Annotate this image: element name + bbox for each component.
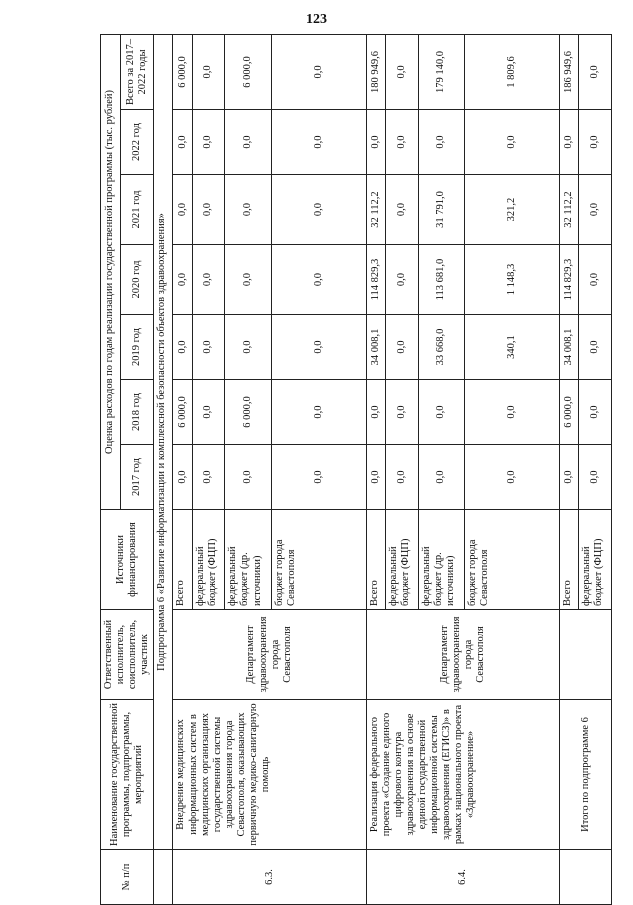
value-cell: 0,0 <box>271 315 366 380</box>
value-cell: 0,0 <box>385 245 418 315</box>
col-executor-header: Ответственный исполнитель, соисполнитель, участник <box>101 610 154 700</box>
value-cell: 0,0 <box>579 245 612 315</box>
total-cell: 1 809,6 <box>465 34 560 109</box>
item-name: Реализация федерального проекта «Создание единого цифрового контура здравоохранения на основе единой государственной информационной системы здравоохранения (ЕГИСЗ)» в рамках национального проекта «Здравоохранение» <box>366 700 559 850</box>
item-number: 6.3. <box>173 850 366 905</box>
item-number <box>560 850 612 905</box>
year-header: 2021 год <box>120 175 154 245</box>
value-cell: 0,0 <box>271 245 366 315</box>
value-cell: 0,0 <box>271 110 366 175</box>
source-cell: федеральный бюджет (ФЦП) <box>192 510 225 610</box>
year-header: 2022 год <box>120 110 154 175</box>
col-num-header: № п/п <box>101 850 154 905</box>
total-cell: 0,0 <box>192 34 225 109</box>
value-cell: 0,0 <box>192 315 225 380</box>
value-cell: 31 791,0 <box>418 175 464 245</box>
table-row <box>173 34 192 904</box>
item-executor <box>560 610 612 700</box>
value-cell: 0,0 <box>366 380 385 445</box>
total-name: Итого по подпрограмме 6 <box>560 700 612 850</box>
value-cell: 0,0 <box>385 380 418 445</box>
header-row-1 <box>101 34 121 904</box>
value-cell: 32 112,2 <box>560 175 579 245</box>
value-cell: 6 000,0 <box>560 380 579 445</box>
subprogram-title: Подпрограмма 6 «Развитие информатизации и комплексной безопасности объектов здравоохранения» <box>154 34 173 849</box>
value-cell: 0,0 <box>192 110 225 175</box>
col-estimate-header: Оценка расходов по годам реализации государственной программы (тыс. рублей) <box>101 34 121 509</box>
source-cell: федеральный бюджет (др. источники) <box>418 510 464 610</box>
item-number: 6.4. <box>366 850 559 905</box>
value-cell: 0,0 <box>579 110 612 175</box>
subprogram-num-cell <box>154 850 173 905</box>
table-row <box>366 34 385 904</box>
value-cell: 0,0 <box>465 110 560 175</box>
value-cell: 0,0 <box>271 445 366 510</box>
rotated-table-sheet <box>100 35 605 905</box>
value-cell: 0,0 <box>418 445 464 510</box>
year-header: 2019 год <box>120 315 154 380</box>
source-cell: федеральный бюджет (др. источники) <box>225 510 271 610</box>
value-cell: 0,0 <box>385 175 418 245</box>
value-cell: 0,0 <box>271 175 366 245</box>
source-cell: бюджет города Севастополя <box>271 510 366 610</box>
table-row <box>560 34 579 904</box>
value-cell: 0,0 <box>225 445 271 510</box>
value-cell: 0,0 <box>225 245 271 315</box>
value-cell: 0,0 <box>173 445 192 510</box>
year-header: 2018 год <box>120 380 154 445</box>
value-cell: 0,0 <box>366 110 385 175</box>
total-years-header: Всего за 2017–2022 годы <box>120 34 154 109</box>
value-cell: 0,0 <box>271 380 366 445</box>
value-cell: 113 681,0 <box>418 245 464 315</box>
value-cell: 0,0 <box>173 245 192 315</box>
source-cell: федеральный бюджет (ФЦП) <box>579 510 612 610</box>
value-cell: 0,0 <box>385 110 418 175</box>
value-cell: 340,1 <box>465 315 560 380</box>
value-cell: 33 668,0 <box>418 315 464 380</box>
value-cell: 6 000,0 <box>173 380 192 445</box>
col-source-header: Источники финансирования <box>101 510 154 610</box>
year-header: 2017 год <box>120 445 154 510</box>
item-executor: Департамент здравоохранения города Севастополя <box>173 610 366 700</box>
source-cell: Всего <box>366 510 385 610</box>
value-cell: 34 008,1 <box>560 315 579 380</box>
total-cell: 179 140,0 <box>418 34 464 109</box>
value-cell: 321,2 <box>465 175 560 245</box>
value-cell: 0,0 <box>173 110 192 175</box>
value-cell: 0,0 <box>560 110 579 175</box>
year-header: 2020 год <box>120 245 154 315</box>
value-cell: 32 112,2 <box>366 175 385 245</box>
value-cell: 0,0 <box>579 315 612 380</box>
value-cell: 0,0 <box>465 380 560 445</box>
total-cell: 6 000,0 <box>225 34 271 109</box>
source-cell: федеральный бюджет (ФЦП) <box>385 510 418 610</box>
value-cell: 114 829,3 <box>366 245 385 315</box>
value-cell: 6 000,0 <box>225 380 271 445</box>
value-cell: 0,0 <box>225 175 271 245</box>
value-cell: 0,0 <box>173 315 192 380</box>
financing-table <box>100 34 612 905</box>
value-cell: 0,0 <box>385 445 418 510</box>
total-cell: 0,0 <box>271 34 366 109</box>
value-cell: 0,0 <box>192 245 225 315</box>
total-cell: 0,0 <box>385 34 418 109</box>
value-cell: 114 829,3 <box>560 245 579 315</box>
total-cell: 180 949,6 <box>366 34 385 109</box>
value-cell: 0,0 <box>192 175 225 245</box>
source-cell: Всего <box>173 510 192 610</box>
source-cell: бюджет города Севастополя <box>465 510 560 610</box>
value-cell: 0,0 <box>192 380 225 445</box>
value-cell: 0,0 <box>225 110 271 175</box>
value-cell: 0,0 <box>465 445 560 510</box>
value-cell: 1 148,3 <box>465 245 560 315</box>
value-cell: 0,0 <box>560 445 579 510</box>
value-cell: 0,0 <box>418 380 464 445</box>
value-cell: 34 008,1 <box>366 315 385 380</box>
value-cell: 0,0 <box>225 315 271 380</box>
total-cell: 6 000,0 <box>173 34 192 109</box>
subprogram-title-row <box>154 34 173 904</box>
page-number: 123 <box>306 12 327 27</box>
value-cell: 0,0 <box>579 445 612 510</box>
value-cell: 0,0 <box>366 445 385 510</box>
value-cell: 0,0 <box>579 175 612 245</box>
value-cell: 0,0 <box>173 175 192 245</box>
col-name-header: Наименование государственной программы, подпрограммы, мероприятий <box>101 700 154 850</box>
total-cell: 186 949,6 <box>560 34 579 109</box>
source-cell: Всего <box>560 510 579 610</box>
value-cell: 0,0 <box>192 445 225 510</box>
total-cell: 0,0 <box>579 34 612 109</box>
value-cell: 0,0 <box>579 380 612 445</box>
item-executor: Департамент здравоохранения города Севастополя <box>366 610 559 700</box>
item-name: Внедрение медицинских информационных систем в медицинских организациях государственной системы здравоохранения города Севастополя, оказывающих первичную медико-санитарную помощь <box>173 700 366 850</box>
value-cell: 0,0 <box>418 110 464 175</box>
value-cell: 0,0 <box>385 315 418 380</box>
